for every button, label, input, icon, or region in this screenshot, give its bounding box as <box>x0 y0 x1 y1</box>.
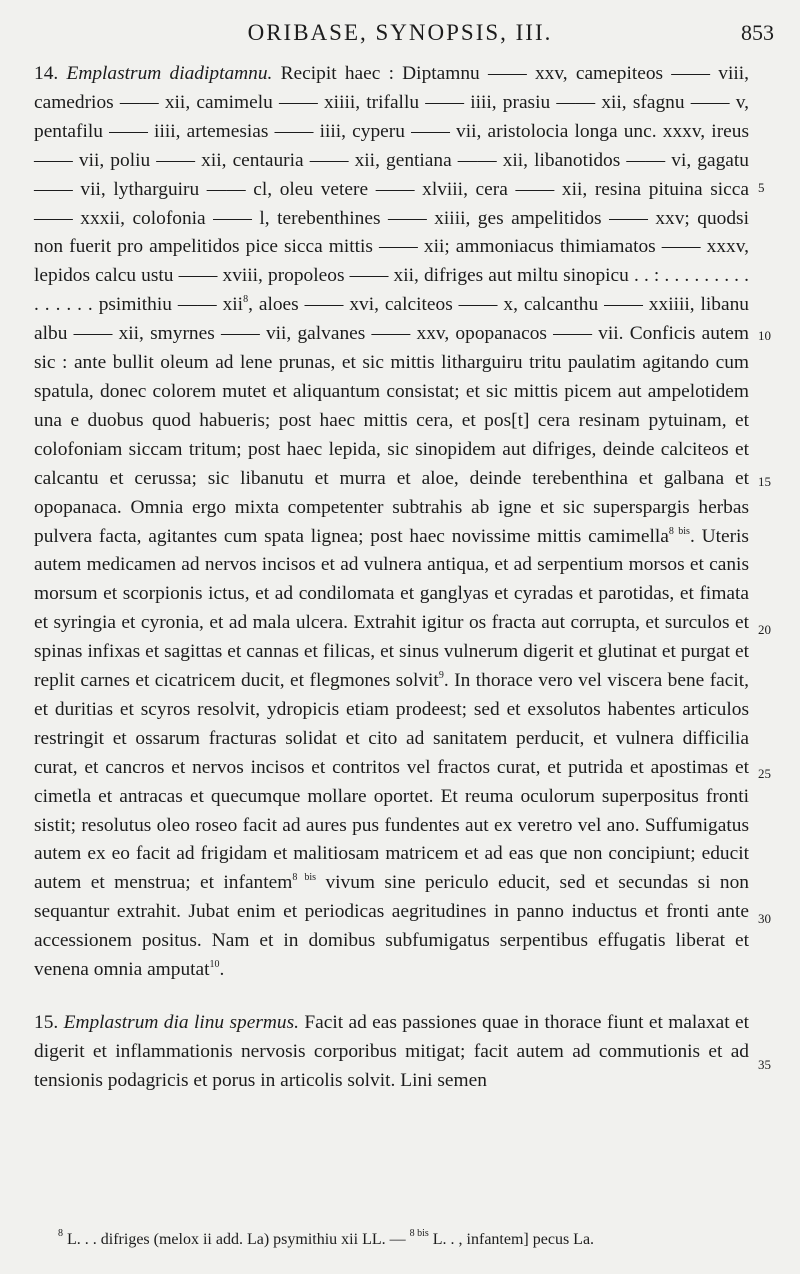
note-marker: 9 <box>438 670 444 682</box>
note-marker: 8 bis <box>292 872 317 884</box>
paragraph-title: Emplastrum dia linu spermus. <box>63 1012 299 1033</box>
line-number: 20 <box>758 622 771 637</box>
paragraph-title: Emplastrum diadiptamnu. <box>66 63 273 84</box>
footnote-text: L. . , infantem] pecus La. <box>428 1231 595 1248</box>
paragraph-number: 15. <box>34 1012 59 1033</box>
paragraph-14 <box>34 60 749 985</box>
page-number: 853 <box>741 20 774 45</box>
note-marker: 8 <box>243 294 249 306</box>
line-number: 30 <box>758 911 771 926</box>
text-segment: . Uteris autem medicamen ad nervos incisos et ad vulnera antiqua, et ad serpentium morsos et canis morsum et scorpionis ictus, et ad condilomata et ganglyas et cyradas et parotidas, et fimata et syringia et cyronia, et ad mala ulcera. Extrahit igitur os fracta aut corrupta, et surculos et spinas infixas et sagittas et cannas et filicas, et sinus vulnerum digerit et glutinat et purgat et replit carnes et cicatricem ducit, et flegmones solvit <box>34 525 749 692</box>
line-number: 10 <box>758 328 771 343</box>
line-number: 5 <box>758 180 765 195</box>
page-header <box>0 20 800 56</box>
paragraph-15 <box>34 1009 749 1096</box>
paragraph-number: 14. <box>34 63 59 84</box>
line-number: 15 <box>758 474 771 489</box>
text-segment: vivum sine periculo educit, sed et secundas si non sequantur extrahit. Jubat enim et periodicas aegritudines in panno inductus et fronti ante accessionem positus. Nam et in domibus subfumigatus serpentibus effugatis liberat et venena omnia amputat <box>34 872 749 981</box>
footnote-mark: 8 <box>58 1228 63 1239</box>
footnote-text: L. . . difriges (melox ii add. La) psymithiu xii LL. — <box>63 1231 410 1248</box>
line-number: 35 <box>758 1057 771 1072</box>
body-text <box>34 60 749 1096</box>
text-segment: Facit ad eas passiones quae in thorace fiunt et malaxat et digerit et inflammationis nervosis corporibus mitigat; facit autem ad commutionis et ad tensionis podagricis et porus in articolis solvit. Lini semen <box>34 1012 749 1091</box>
text-segment: , aloes —— xvi, calciteos —— x, calcanthu —— xxiiii, libanu albu —— xii, smyrnes —— vii, galvanes —— xxv, opopanacos —— vii. Conficis autem sic : ante bullit oleum ad lene prunas, et sic mittis litharguiru tritu paulatim agitando cum spatula, donec colorem mutet et aliquantum consistat; et sic mittis picem aut ampelotidem una e duobus quod habueris; post haec mittis cera, et pos[t] cera resinam pytuinam, et colofoniam siccam tritum; post haec lepida, sic sinopidem aut difriges, deinde calciteos et calcantu et cerussa; sic libanutu et murra et aloe, deinde terebenthina et galbana et opopanaca. Omnia ergo mixta competenter subtrahis ab igne et sic superspargis herbas pulvera facta, agitantes cum spata lignea; post haec novissime mittis camimella <box>34 294 749 547</box>
note-marker: 10 <box>209 959 220 971</box>
line-number: 25 <box>758 766 771 781</box>
footnote <box>58 1229 758 1251</box>
text-segment: . In thorace vero vel viscera bene facit, et duritias et scyros resolvit, ydropicis etiam prodeest; sed et exsolutos habentes articulos restringit et ossarum fracturas solidat et cito ad sanitatem perducit, et vulnera difficilia curat, et cancros et nervos incisos et contritos vel fractos curat, et putrida et apostimas et cimetla et antracas et quecumque mollare oportet. Et reuma oculorum superpositus fronti sistit; resolutus oleo roseo facit ad aures pus fundentes aut ex veretro vel ano. Suffumigatus autem ex eo facit ad frigidam et malitiosam matricem et ad eas que non concipiunt; educit autem et menstrua; et infantem <box>34 670 749 894</box>
text-segment: . <box>219 959 225 981</box>
note-marker: 8 bis <box>668 525 690 537</box>
footnote-mark: 8 bis <box>409 1228 429 1239</box>
text-segment: Recipit haec : Diptamnu —— xxv, camepiteos —— viii, camedrios —— xii, camimelu —— xiiii, trifallu —— iiii, prasiu —— xii, sfagnu —— v, pentafilu —— iiii, artemesias —— iiii, cyperu —— vii, aristolocia longa unc. xxxv, ireus —— vii, poliu —— xii, centauria —— xii, gentiana —— xii, libanotidos —— vi, gagatu —— vii, lytharguiru —— cl, oleu vetere —— xlviii, cera —— xii, resina pituina sicca —— xxxii, colofonia —— l, terebenthines —— xiiii, ges ampelitidos —— xxv; quodsi non fuerit pro ampelitidos pice sicca mittis —— xii; ammoniacus thimiamatos —— xxxv, lepidos calcu ustu —— xviii, propoleos —— xii, difriges aut miltu sinopicu . . : . . . . . . . . . . . . . . . psimithiu —— xii <box>34 63 749 316</box>
running-title: ORIBASE, SYNOPSIS, III. <box>247 20 553 45</box>
